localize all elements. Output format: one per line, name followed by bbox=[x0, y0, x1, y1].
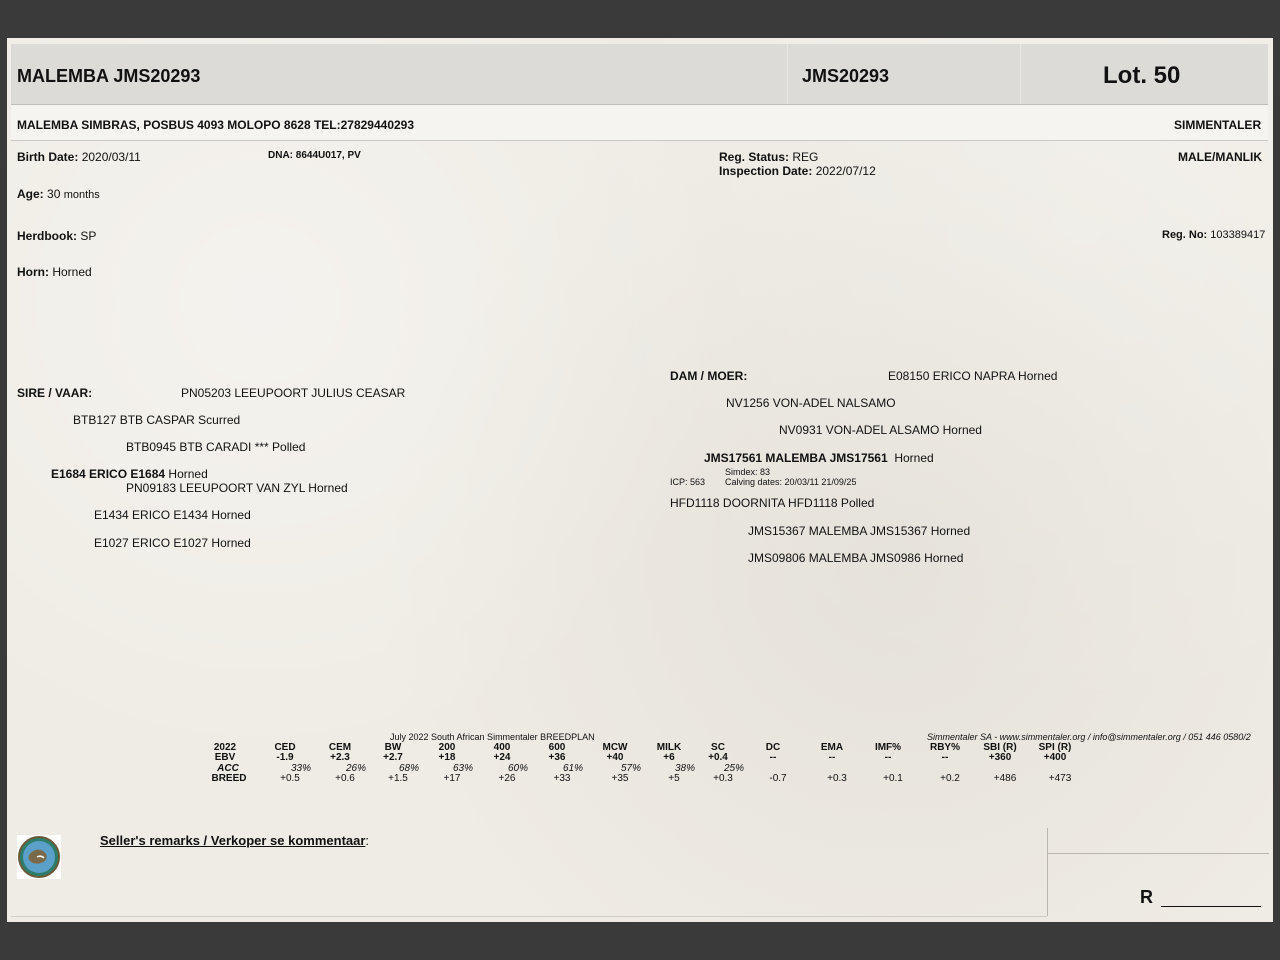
traits-cell: SBI (R) bbox=[983, 742, 1017, 753]
ebv-cell: +6 bbox=[663, 752, 675, 763]
ebv-cell: +18 bbox=[438, 752, 456, 763]
ebv-cell: +36 bbox=[548, 752, 566, 763]
sire-name: PN05203 LEEUPOORT JULIUS CEASAR bbox=[181, 386, 406, 400]
traits-cell: BW bbox=[384, 742, 402, 753]
herdbook: Herdbook: SP bbox=[17, 229, 97, 243]
ebv-cell: -- bbox=[941, 752, 949, 763]
catalogue-page bbox=[7, 38, 1273, 922]
traits-cell: DC bbox=[765, 742, 781, 753]
dam-dam-sire: HFD1118 DOORNITA HFD1118 Polled bbox=[670, 496, 875, 510]
acc-cell: 68% bbox=[398, 763, 419, 774]
animal-id: JMS20293 bbox=[802, 66, 890, 86]
breedplan-contact: Simmentaler SA - www.simmentaler.org / info@simmentaler.org / 051 446 0580/2 bbox=[927, 732, 1251, 742]
ebv-cell: +24 bbox=[493, 752, 511, 763]
ebv-cell: +0.4 bbox=[708, 752, 728, 763]
acc-cell: 26% bbox=[345, 763, 366, 774]
ebv-cell: -- bbox=[884, 752, 892, 763]
traits-cell: CED bbox=[274, 742, 296, 753]
breed-cell: +17 bbox=[443, 773, 461, 784]
dam-dam: JMS17561 MALEMBA JMS17561 Horned bbox=[704, 451, 934, 465]
breed-cell: +26 bbox=[498, 773, 516, 784]
sire-dam-dam: E1027 ERICO E1027 Horned bbox=[94, 536, 251, 550]
ebv-breed-row bbox=[207, 773, 1087, 784]
ebv-table bbox=[207, 740, 1087, 790]
breed-cell: +0.5 bbox=[280, 773, 300, 784]
breed-cell: +473 bbox=[1048, 773, 1072, 784]
header-divider bbox=[1020, 44, 1021, 104]
sire-dam: E1684 ERICO E1684 Horned bbox=[51, 467, 208, 481]
ebv-cell: +40 bbox=[606, 752, 624, 763]
breed-cell: +1.5 bbox=[388, 773, 408, 784]
breed-cell: +33 bbox=[553, 773, 571, 784]
breed-cell: +5 bbox=[668, 773, 680, 784]
ebv-cell: -1.9 bbox=[276, 752, 294, 763]
simdex: Simdex: 83 bbox=[725, 467, 771, 477]
traits-cell: IMF% bbox=[874, 742, 902, 753]
ebv-value-row bbox=[207, 752, 1087, 763]
lot-number: Lot. 50 bbox=[1103, 62, 1181, 89]
ebv-cell: +2.3 bbox=[330, 752, 350, 763]
acc-cell: 57% bbox=[620, 763, 641, 774]
breed-cell: +35 bbox=[611, 773, 629, 784]
animal-name: MALEMBA JMS20293 bbox=[17, 66, 201, 86]
calving-dates: Calving dates: 20/03/11 21/09/25 bbox=[725, 477, 857, 487]
breed-cell: +0.6 bbox=[335, 773, 355, 784]
traits-cell: CEM bbox=[328, 742, 352, 753]
breed-row-label: BREED bbox=[211, 773, 247, 784]
birth-date: Birth Date: 2020/03/11 bbox=[17, 150, 141, 164]
breed-cell: +0.3 bbox=[713, 773, 733, 784]
inspection-date: Inspection Date: 2022/07/12 bbox=[719, 164, 876, 178]
ebv-cell: -- bbox=[828, 752, 836, 763]
dam-sire: NV1256 VON-ADEL NALSAMO bbox=[726, 396, 896, 410]
traits-cell: MILK bbox=[656, 742, 682, 753]
simmentaler-logo-icon bbox=[17, 835, 61, 879]
dna-info: DNA: 8644U017, PV bbox=[268, 150, 361, 161]
dam-dam-dam: JMS15367 MALEMBA JMS15367 Horned bbox=[748, 524, 971, 538]
ebv-row-label: EBV bbox=[214, 752, 236, 763]
sire-sire-sire: BTB0945 BTB CARADI *** Polled bbox=[126, 440, 306, 454]
icp: ICP: 563 bbox=[670, 477, 706, 487]
owner-address: MALEMBA SIMBRAS, POSBUS 4093 MOLOPO 8628 TEL:27829440293 bbox=[17, 118, 415, 132]
breed-cell: +0.1 bbox=[883, 773, 903, 784]
sire-dam-sire: E1434 ERICO E1434 Horned bbox=[94, 508, 251, 522]
traits-cell: EMA bbox=[820, 742, 844, 753]
seller-remarks-label: Seller's remarks / Verkoper se kommentaar: bbox=[100, 833, 370, 848]
traits-cell: SC bbox=[711, 742, 725, 753]
ebv-cell: +2.7 bbox=[383, 752, 403, 763]
dam-name: E08150 ERICO NAPRA Horned bbox=[888, 369, 1058, 383]
acc-row-label: ACC bbox=[217, 763, 239, 774]
price-label: R bbox=[1140, 887, 1153, 907]
traits-cell: SPI (R) bbox=[1038, 742, 1072, 753]
ebv-cell: +360 bbox=[988, 752, 1012, 763]
reg-no: Reg. No: 103389417 bbox=[1162, 229, 1266, 241]
breed-cell: +0.2 bbox=[940, 773, 960, 784]
reg-status: Reg. Status: REG bbox=[719, 150, 819, 164]
acc-cell: 60% bbox=[507, 763, 528, 774]
header-divider bbox=[787, 44, 788, 104]
breed-cell: +0.3 bbox=[827, 773, 847, 784]
acc-cell: 25% bbox=[723, 763, 744, 774]
acc-cell: 61% bbox=[562, 763, 583, 774]
dam-dam-dam-dam: JMS09806 MALEMBA JMS0986 Horned bbox=[748, 551, 964, 565]
remarks-bottom-line bbox=[11, 916, 1047, 917]
age: Age: 30 months bbox=[17, 187, 100, 201]
remarks-box-divider bbox=[1047, 853, 1269, 854]
dam-label: DAM / MOER: bbox=[670, 369, 748, 383]
ebv-cell: -- bbox=[769, 752, 777, 763]
breed-cell: +486 bbox=[993, 773, 1017, 784]
price-field[interactable] bbox=[1161, 906, 1261, 907]
traits-cell: RBY% bbox=[929, 742, 960, 753]
traits-cell: MCW bbox=[602, 742, 628, 753]
acc-cell: 63% bbox=[452, 763, 473, 774]
remarks-box-divider bbox=[1047, 828, 1048, 916]
traits-cell: 600 bbox=[548, 742, 566, 753]
sex: MALE/MANLIK bbox=[1178, 150, 1262, 164]
breed-name: SIMMENTALER bbox=[1174, 118, 1262, 132]
acc-cell: 33% bbox=[290, 763, 311, 774]
breedplan-title: July 2022 South African Simmentaler BREEDPLAN bbox=[390, 732, 595, 742]
dam-sire-sire: NV0931 VON-ADEL ALSAMO Horned bbox=[779, 423, 982, 437]
acc-cell: 38% bbox=[674, 763, 695, 774]
ebv-year: 2022 bbox=[213, 742, 237, 753]
traits-cell: 400 bbox=[493, 742, 511, 753]
sire-label: SIRE / VAAR: bbox=[17, 386, 93, 400]
horn-status: Horn: Horned bbox=[17, 265, 92, 279]
sire-sire: BTB127 BTB CASPAR Scurred bbox=[73, 413, 241, 427]
breed-cell: -0.7 bbox=[769, 773, 787, 784]
ebv-cell: +400 bbox=[1043, 752, 1067, 763]
sire-sire-dam: PN09183 LEEUPOORT VAN ZYL Horned bbox=[126, 481, 348, 495]
traits-cell: 200 bbox=[438, 742, 456, 753]
